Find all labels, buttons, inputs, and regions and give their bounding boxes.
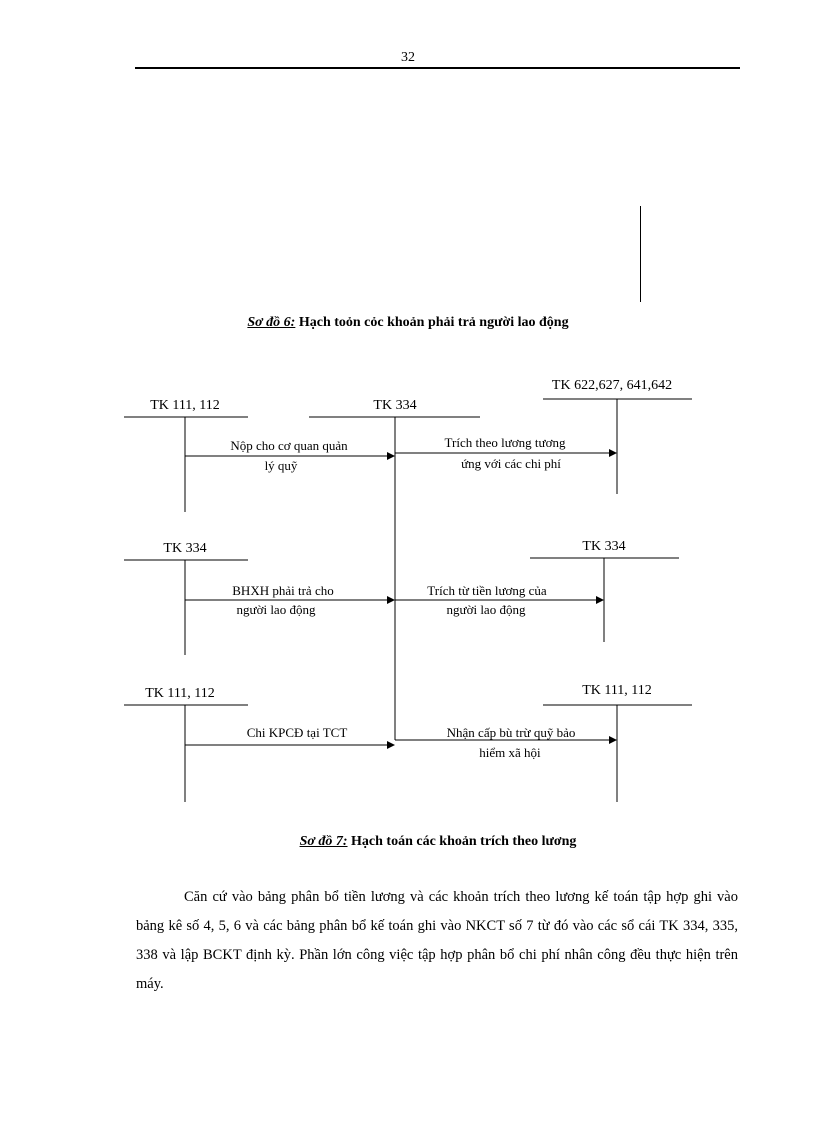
note-5-line1: Chi KPCĐ tại TCT <box>246 725 348 740</box>
acct-left-bottom: TK 111, 112 <box>145 686 215 701</box>
acct-right-mid: TK 334 <box>582 539 626 554</box>
note-1-line1: Nộp cho cơ quan quản <box>230 438 348 453</box>
acct-center: TK 334 <box>373 398 417 413</box>
diagram-6-label: Sơ đồ 6: <box>247 315 296 330</box>
note-1-line2: lý quỹ <box>264 458 298 473</box>
page-number: 32 <box>401 50 415 65</box>
note-3-line2: người lao động <box>236 602 316 617</box>
acct-right-bottom: TK 111, 112 <box>582 683 652 698</box>
note-6-line2: hiểm xã hội <box>479 745 541 760</box>
diagram-6-caption <box>0 315 816 331</box>
note-4-line2: người lao động <box>446 602 526 617</box>
t-account-left-bottom <box>124 705 248 802</box>
diagram-6-title: Hạch toỏn cỏc khoản phải trả người lao động <box>295 315 569 330</box>
t-account-left-mid <box>124 560 248 655</box>
stray-vertical-line <box>640 206 641 302</box>
diagram-7-title: Hạch toán các khoản trích theo lương <box>347 834 577 849</box>
note-4-line1: Trích từ tiền lương của <box>427 583 547 598</box>
body-paragraph-text: Căn cứ vào bảng phân bổ tiền lương và các khoản trích theo lương kế toán tập hợp ghi vào bảng kê số 4, 5, 6 và các bảng phân bổ kế toán ghi vào NKCT số 7 từ đó vào các sổ cái TK 334, 335, 338 và lập BCKT định kỳ. Phần lớn công việc tập hợp phân bổ chi phí nhân công đều thực hiện trên máy. <box>136 889 738 992</box>
diagram-7-label: Sơ đồ 7: <box>299 834 348 849</box>
body-paragraph <box>136 883 738 999</box>
note-6-line1: Nhận cấp bù trừ quỹ bảo <box>446 725 576 740</box>
acct-left-mid: TK 334 <box>163 541 207 556</box>
t-account-left-top <box>124 417 248 512</box>
acct-left-top: TK 111, 112 <box>150 398 220 413</box>
note-2-line2: ứng với các chi phí <box>461 456 561 471</box>
diagram-7-caption <box>0 834 816 850</box>
acct-right-top: TK 622,627, 641,642 <box>551 378 673 393</box>
note-3-line1: BHXH phải trả cho <box>232 583 334 598</box>
header-rule <box>135 67 740 69</box>
note-2-line1: Trích theo lương tương <box>444 435 566 450</box>
t-account-center <box>309 417 480 740</box>
diagram-7 <box>0 360 816 820</box>
t-account-right-bottom <box>543 705 692 802</box>
